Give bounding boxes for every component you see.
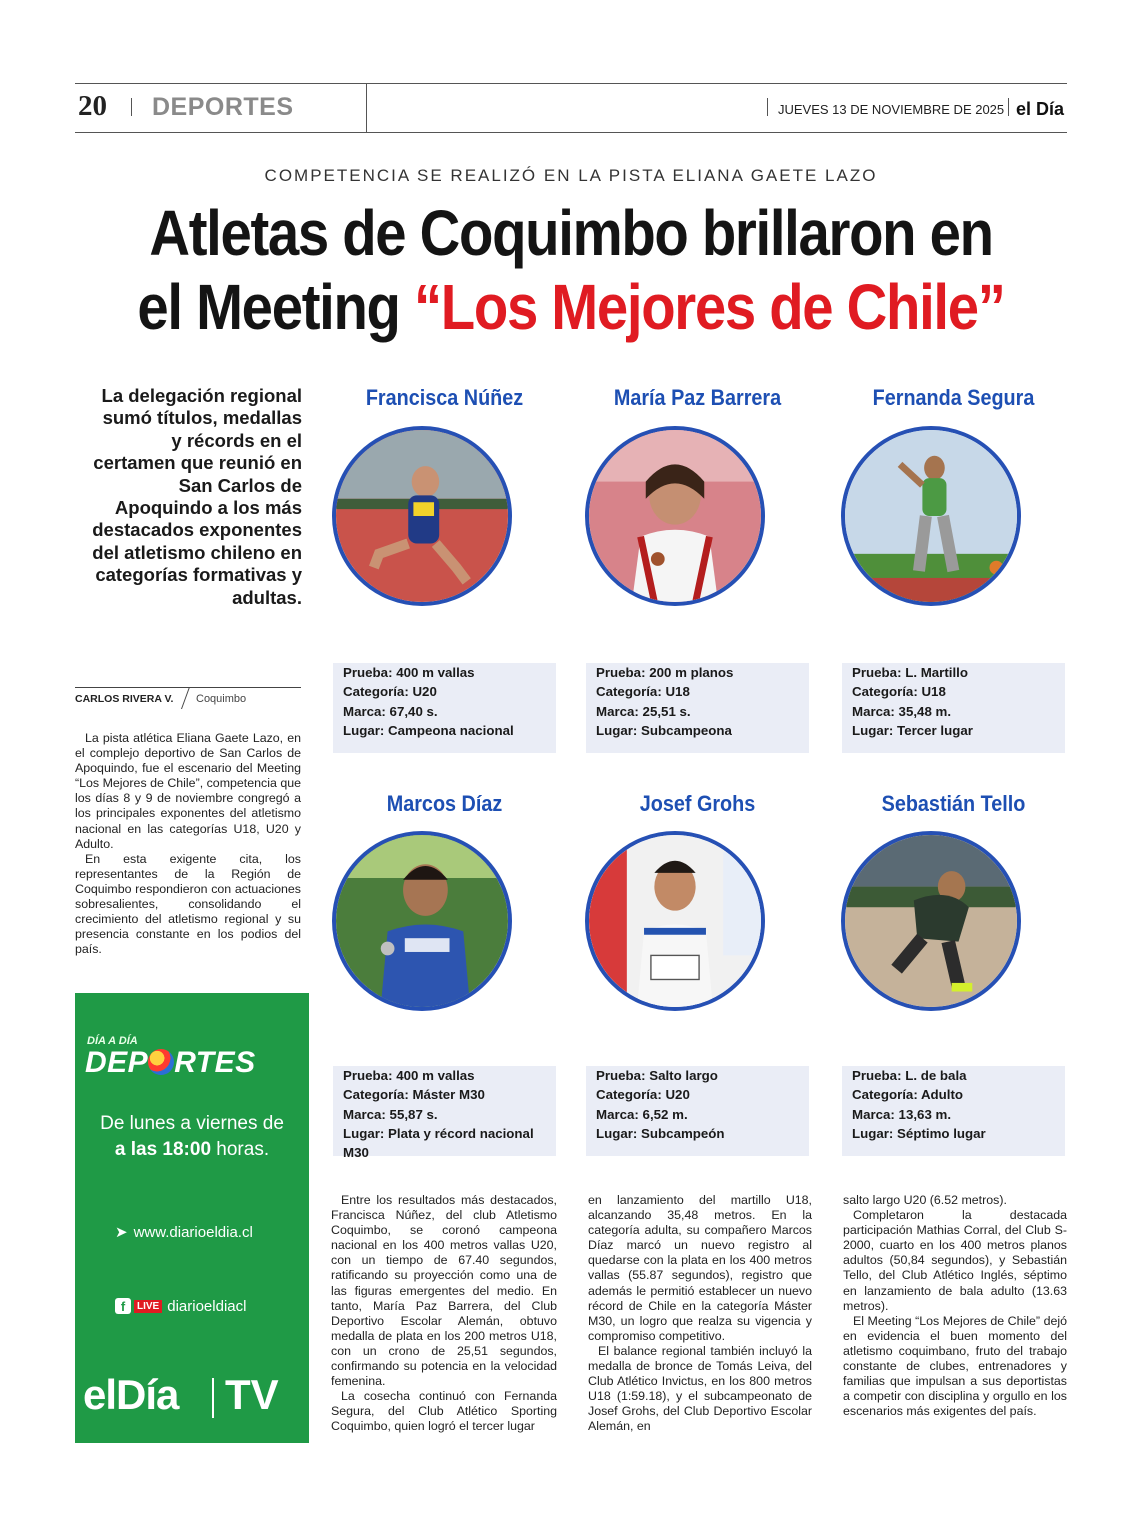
athlete-photo-sebastian — [841, 831, 1021, 1011]
header-top-rule — [75, 83, 1067, 84]
athlete-photo-marcos — [332, 831, 512, 1011]
athlete-photo-josef — [585, 831, 765, 1011]
athlete-info-card: Prueba: 200 m planos Categoría: U18 Marca: 25,51 s. Lugar: Subcampeona — [586, 663, 809, 753]
ad-eldia-logo: elDía — [83, 1371, 179, 1418]
header-bottom-rule — [75, 132, 1067, 133]
ad-logo-separator — [212, 1378, 214, 1418]
athlete-name: Fernanda Segura — [872, 385, 1035, 410]
paragraph: salto largo U20 (6.52 metros). — [843, 1193, 1007, 1207]
body-column-2 — [588, 1193, 812, 1435]
athlete-name: Marcos Díaz — [386, 791, 503, 816]
body-column-left — [75, 731, 301, 957]
athlete-info-card: Prueba: 400 m vallas Categoría: U20 Marca: 67,40 s. Lugar: Campeona nacional — [333, 663, 556, 753]
athlete-info-card: Prueba: Salto largo Categoría: U20 Marca: 6,52 m. Lugar: Subcampeón — [586, 1066, 809, 1156]
athlete-name: Francisca Núñez — [365, 385, 524, 410]
issue-date: JUEVES 13 DE NOVIEMBRE DE 2025 — [778, 102, 1005, 117]
paragraph: Completaron la destacada participación Mathias Corral, del Club S-2000, cuarto en los 400 metros planos adultos (50,84 segundos), y Sebastián Tello, del Club Atlético Inglés, séptimo en lanzamiento de bala adulto (13.63 metros). — [843, 1208, 1067, 1313]
ad-social[interactable]: f LIVE diarioeldiacl — [115, 1298, 246, 1315]
paragraph: en lanzamiento del martillo U18, alcanzando 35,48 metros. En la categoría adulta, su compañero Marcos Díaz marcó un nuevo registro al quedarse con la plata en los 400 metros vallas (55.87 segundos), registro que además le permitió establecer un nuevo récord de Chile en la categoría Máster M30, un logro que realza su vigencia y compromiso competitivo. — [588, 1193, 812, 1343]
deportes-tv-ad[interactable] — [75, 993, 309, 1443]
athlete-photo-francisca — [332, 426, 512, 606]
brand-logo: el Día — [1016, 99, 1065, 119]
athlete-info-card: Prueba: L. de bala Categoría: Adulto Marca: 13,63 m. Lugar: Séptimo lugar — [842, 1066, 1065, 1156]
ad-tv-logo: TV — [225, 1371, 279, 1418]
byline-author: CARLOS RIVERA V. — [75, 693, 174, 705]
article-lead: La delegación regional sumó títulos, medallas y récords en el certamen que reunió en San Carlos de Apoquindo a los más destacados exponentes del atletismo chileno en categorías formativas y adultas. — [92, 385, 302, 608]
ad-website[interactable]: ➤ www.diarioeldia.cl — [115, 1224, 253, 1241]
header-divider — [366, 84, 367, 132]
body-column-3 — [843, 1193, 1067, 1419]
facebook-icon: f — [115, 1298, 131, 1314]
header-divider — [131, 98, 132, 116]
headline-highlight: “Los Mejores de Chile” — [413, 271, 1005, 343]
ball-icon — [148, 1049, 174, 1075]
header-divider — [1008, 98, 1009, 116]
ad-deportes-logo: DEP RTES — [85, 1046, 256, 1079]
byline-separator — [181, 687, 190, 709]
athlete-info-card: Prueba: 400 m vallas Categoría: Máster M30 Marca: 55,87 s. Lugar: Plata y récord nacional M30 — [333, 1066, 556, 1156]
athlete-name: María Paz Barrera — [613, 385, 782, 410]
headline-line-1: Atletas de Coquimbo brillaron en — [149, 197, 993, 269]
athlete-photo-maria-paz — [585, 426, 765, 606]
paragraph: La pista atlética Eliana Gaete Lazo, en el complejo deportivo de San Carlos de Apoquindo, fue el escenario del Meeting “Los Mejores de Chile”, competencia que los días 8 y 9 de noviembre congregó a los principales exponentes del atletismo nacional en las categorías U18, U20 y Adulto. — [75, 731, 301, 851]
article-headline — [69, 196, 1074, 344]
live-badge: LIVE — [134, 1300, 162, 1313]
ad-schedule: De lunes a viernes de a las 18:00 horas. — [100, 1113, 284, 1160]
paragraph: En esta exigente cita, los representantes de la Región de Coquimbo respondieron con actuaciones sobresalientes, consolidando el crecimiento del atletismo regional y su presencia constante en los podios del país. — [75, 851, 301, 957]
athlete-info-card: Prueba: L. Martillo Categoría: U18 Marca: 35,48 m. Lugar: Tercer lugar — [842, 663, 1065, 753]
ad-kicker: DÍA A DÍA — [87, 1035, 138, 1047]
article-kicker: COMPETENCIA SE REALIZÓ EN LA PISTA ELIANA GAETE LAZO — [264, 166, 878, 185]
paragraph: El Meeting “Los Mejores de Chile” dejó en evidencia el buen momento del atletismo coquimbano, fruto del trabajo constante de clubes, entrenadores y familias que impulsan a sus deportistas a competir con disciplina y orgullo en los escenarios más exigentes del país. — [843, 1313, 1067, 1419]
athlete-name: Sebastián Tello — [881, 791, 1026, 816]
headline-plain: el Meeting — [137, 271, 414, 343]
athlete-name: Josef Grohs — [639, 791, 756, 816]
byline-city: Coquimbo — [196, 693, 247, 705]
cursor-icon: ➤ — [115, 1224, 128, 1241]
header-divider — [767, 98, 768, 116]
athlete-photo-fernanda — [841, 426, 1021, 606]
headline-line-2 — [69, 270, 1074, 344]
section-title: DEPORTES — [152, 93, 294, 121]
paragraph: El balance regional también incluyó la medalla de bronce de Tomás Leiva, del Club Atlético Invictus, en los 800 metros U18 (1:59.18), y el subcampeonato de Josef Grohs, del Club Deportivo Escolar Alemán, en — [588, 1343, 812, 1434]
page-number: 20 — [78, 90, 107, 122]
paragraph: Entre los resultados más destacados, Francisca Núñez, del club Atletismo Coquimbo, se coronó campeona nacional en los 400 metros vallas U20, con un tiempo de 67.40 segundos, ratificando su proyección como una de las figuras emergentes del medio. En tanto, María Paz Barrera, del Club Deportivo Escolar Alemán, obtuvo medalla de plata en los 200 metros U18, con un crono de 25,51 segundos, confirmando su potencia en la velocidad femenina. — [331, 1193, 557, 1389]
body-column-1 — [331, 1193, 557, 1435]
paragraph: La cosecha continuó con Fernanda Segura, del Club Atlético Sporting Coquimbo, quien logró el tercer lugar — [331, 1389, 557, 1434]
